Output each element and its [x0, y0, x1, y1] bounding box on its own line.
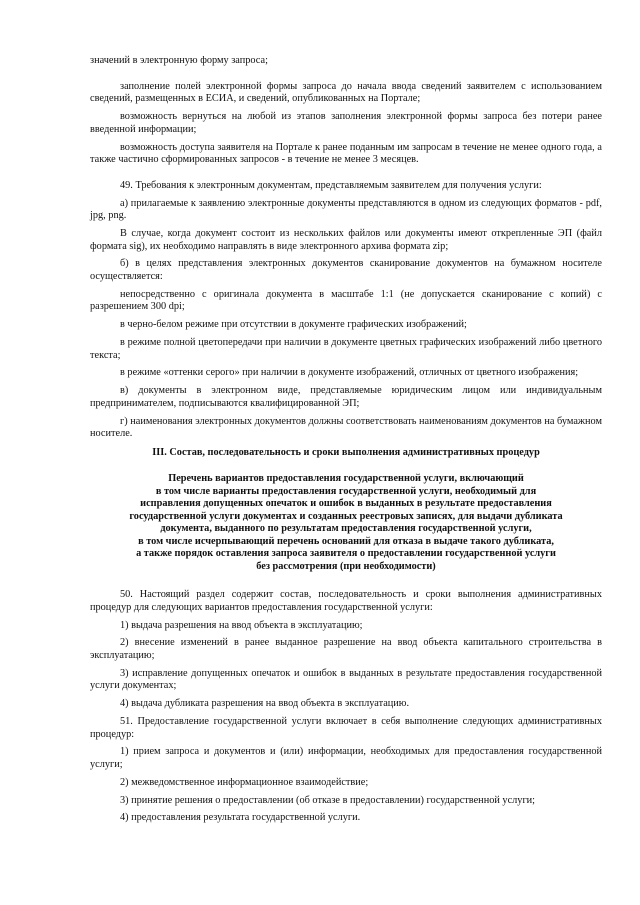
- block-heading: [90, 473, 602, 573]
- section-heading: III. Состав, последовательность и сроки выполнения административных процедур: [152, 446, 540, 458]
- paragraph: 50. Настоящий раздел содержит состав, последовательность и сроки выполнения административных процедур для следующих вариантов предоставления государственной услуги:: [90, 589, 602, 613]
- heading-line: без рассмотрения (при необходимости): [256, 560, 436, 572]
- list-item: 3) принятие решения о предоставлении (об отказе в предоставлении) государственной услуги;: [120, 794, 536, 806]
- paragraph: 51. Предоставление государственной услуги включает в себя выполнение следующих административных процедур:: [90, 715, 602, 740]
- heading-line: в том числе исчерпывающий перечень оснований для отказа в выдаче такого дубликата,: [138, 535, 554, 547]
- list-item: 2) внесение изменений в ранее выданное разрешение на ввод объекта капитального строительства в эксплуатацию;: [90, 637, 602, 662]
- heading-line: а также порядок оставления запроса заявителя о предоставлении государственной услуги: [136, 548, 556, 560]
- heading-line: документа, выданного по результатам предоставления государственной услуги,: [160, 523, 532, 535]
- list-item: 1) прием запроса и документов и (или) информации, необходимых для предоставления государственной услуги;: [90, 746, 602, 770]
- clause-51: [90, 716, 602, 825]
- paragraph: значений в электронную форму запроса;: [90, 55, 268, 66]
- paragraph: в режиме «оттенки серого» при наличии в документе изображений, отличных от цветного изображения;: [120, 367, 579, 379]
- clause-49: [90, 180, 602, 441]
- paragraph: в режиме полной цветопередачи при наличии в документе цветных графических изображений либо цветного текста;: [90, 336, 602, 361]
- heading-line: Перечень вариантов предоставления государственной услуги, включающий: [168, 473, 524, 485]
- paragraph: возможность доступа заявителя на Портале к ранее поданным им запросам в течение не менее одного года, а также частично сформированных запросов - в течение не менее 3 месяцев.: [90, 141, 602, 166]
- paragraph: а) прилагаемые к заявлению электронные документы представляются в одном из следующих форматов - pdf, jpg, png.: [90, 197, 602, 222]
- list-item: 4) предоставления результата государственной услуги.: [120, 812, 361, 824]
- heading-line: исправления допущенных опечаток и ошибок в выданных в результате предоставления: [140, 498, 552, 510]
- paragraph: заполнение полей электронной формы запроса до начала ввода сведений заявителем с использованием сведений, размещенных в ЕСИА, и сведений, опубликованных на Портале;: [90, 80, 602, 105]
- list-item: 3) исправление допущенных опечаток и ошибок в выданных в результате предоставления государственной услуги документах;: [90, 667, 602, 692]
- paragraph: в черно-белом режиме при отсутствии в документе графических изображений;: [120, 319, 467, 331]
- paragraph: г) наименования электронных документов должны соответствовать наименованиям документов на бумажном носителе.: [90, 415, 602, 440]
- heading-line: государственной услуги документах и созданных реестровых записях, для выдачи дубликата: [129, 510, 563, 522]
- paragraph: В случае, когда документ состоит из нескольких файлов или документы имеют открепленные ЭП (файл формата sig), их необходимо направлять в виде электронного архива формата zip;: [90, 228, 602, 252]
- document-body: [90, 55, 602, 830]
- list-item: 1) выдача разрешения на ввод объекта в эксплуатацию;: [120, 619, 363, 631]
- list-item: 4) выдача дубликата разрешения на ввод объекта в эксплуатацию.: [120, 698, 410, 710]
- paragraph: б) в целях представления электронных документов сканирование документов на бумажном носителе осуществляется:: [90, 258, 602, 283]
- top-paragraphs: [90, 55, 602, 167]
- paragraph: непосредственно с оригинала документа в масштабе 1:1 (не допускается сканирование с копий) с разрешением 300 dpi;: [90, 288, 602, 313]
- list-item: 2) межведомственное информационное взаимодействие;: [120, 776, 369, 788]
- paragraph: в) документы в электронном виде, представляемые юридическим лицом или индивидуальным предпринимателем, подписываются квалифицированной ЭП;: [90, 385, 602, 409]
- paragraph: 49. Требования к электронным документам, представляемым заявителем для получения услуги:: [120, 179, 542, 191]
- paragraph: возможность вернуться на любой из этапов заполнения электронной формы запроса без потери ранее введенной информации;: [90, 111, 602, 135]
- clause-50: [90, 589, 602, 711]
- heading-line: в том числе варианты предоставления государственной услуги, необходимый для: [155, 485, 537, 497]
